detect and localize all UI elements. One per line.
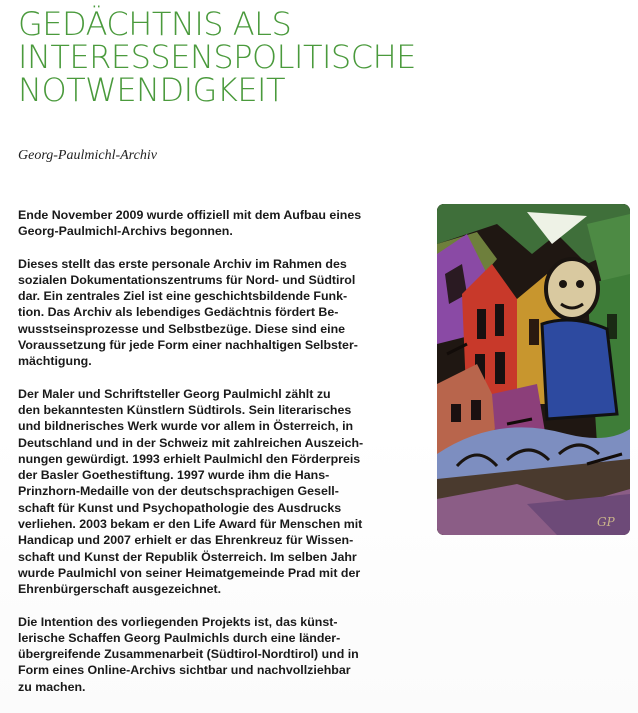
paragraph-line: mächtigung. <box>18 354 92 369</box>
paragraph-line: übergreifende Zusammenarbeit (Südtirol-Nordtirol) und in <box>18 647 359 662</box>
paragraph-line: schaft und Kunst der Republik Österreich. Im selben Jahr <box>18 549 357 564</box>
paragraph-line: Die Intention des vorliegenden Projekts ist, das künst- <box>18 614 338 629</box>
paragraph-line: Deutschland und in der Schweiz mit zahlreichen Auszeich- <box>18 435 364 450</box>
paragraph-line: wurde Paulmichl von seiner Heimatgemeinde Prad mit der <box>18 565 361 580</box>
title-line: NOTWENDIGKEIT <box>18 71 286 109</box>
paragraph-line: wusstseinsprozesse und Selbstbezüge. Diese sind eine <box>18 321 346 336</box>
paragraph-line: der Basler Goethestiftung. 1997 wurde ihm die Hans- <box>18 468 330 483</box>
paragraph-line: Voraussetzung für jede Form einer nachhaltigen Selbster- <box>18 338 358 353</box>
painting-image <box>437 204 630 535</box>
paragraph-line: sozialen Dokumentationszentrums für Nord- und Südtirol <box>18 272 356 287</box>
page-title <box>18 5 438 109</box>
paragraph-line: Der Maler und Schriftsteller Georg Paulmichl zählt zu <box>18 386 331 401</box>
paragraph-line: lerische Schaffen Georg Paulmichls durch eine länder- <box>18 630 341 645</box>
subtitle: Georg-Paulmichl-Archiv <box>18 148 157 163</box>
title-line: INTERESSENSPOLITISCHE <box>18 38 416 76</box>
title-line: GEDÄCHTNIS ALS <box>18 5 292 43</box>
body-paragraph <box>18 207 418 240</box>
paragraph-line: Prinzhorn-Medaille von der deutschsprachigen Gesell- <box>18 484 339 499</box>
body-paragraph <box>18 614 418 695</box>
paragraph-line: Handicap und 2007 erhielt er das Ehrenkreuz für Wissen- <box>18 533 354 548</box>
painting-artwork <box>437 204 630 535</box>
paragraph-line: Ehrenbürgerschaft ausgezeichnet. <box>18 582 222 597</box>
paragraph-line: Ende November 2009 wurde offiziell mit dem Aufbau eines <box>18 208 362 222</box>
painting-signature: GP <box>597 515 615 529</box>
paragraph-line: dar. Ein zentrales Ziel ist eine geschichtsbildende Funk- <box>18 289 348 304</box>
paragraph-line: Form eines Online-Archivs sichtbar und nachvollziehbar <box>18 663 351 678</box>
body-text <box>18 207 418 711</box>
paragraph-line: und bildnerisches Werk wurde vor allem in Österreich, in <box>18 419 354 434</box>
paragraph-line: zu machen. <box>18 679 86 694</box>
paragraph-line: verliehen. 2003 bekam er den Life Award für Menschen mit <box>18 517 363 532</box>
paragraph-line: Georg-Paulmichl-Archivs begonnen. <box>18 224 233 239</box>
paragraph-line: Dieses stellt das erste personale Archiv im Rahmen des <box>18 256 347 271</box>
paragraph-line: den bekanntesten Künstlern Südtirols. Sein literarisches <box>18 402 352 417</box>
paragraph-line: nungen gewürdigt. 1993 erhielt Paulmichl den Förderpreis <box>18 451 361 466</box>
paragraph-line: schaft für Kunst und Psychopathologie des Ausdrucks <box>18 500 342 515</box>
body-paragraph <box>18 256 418 370</box>
paragraph-line: tion. Das Archiv als lebendiges Gedächtnis fördert Be- <box>18 305 339 320</box>
body-paragraph <box>18 386 418 598</box>
